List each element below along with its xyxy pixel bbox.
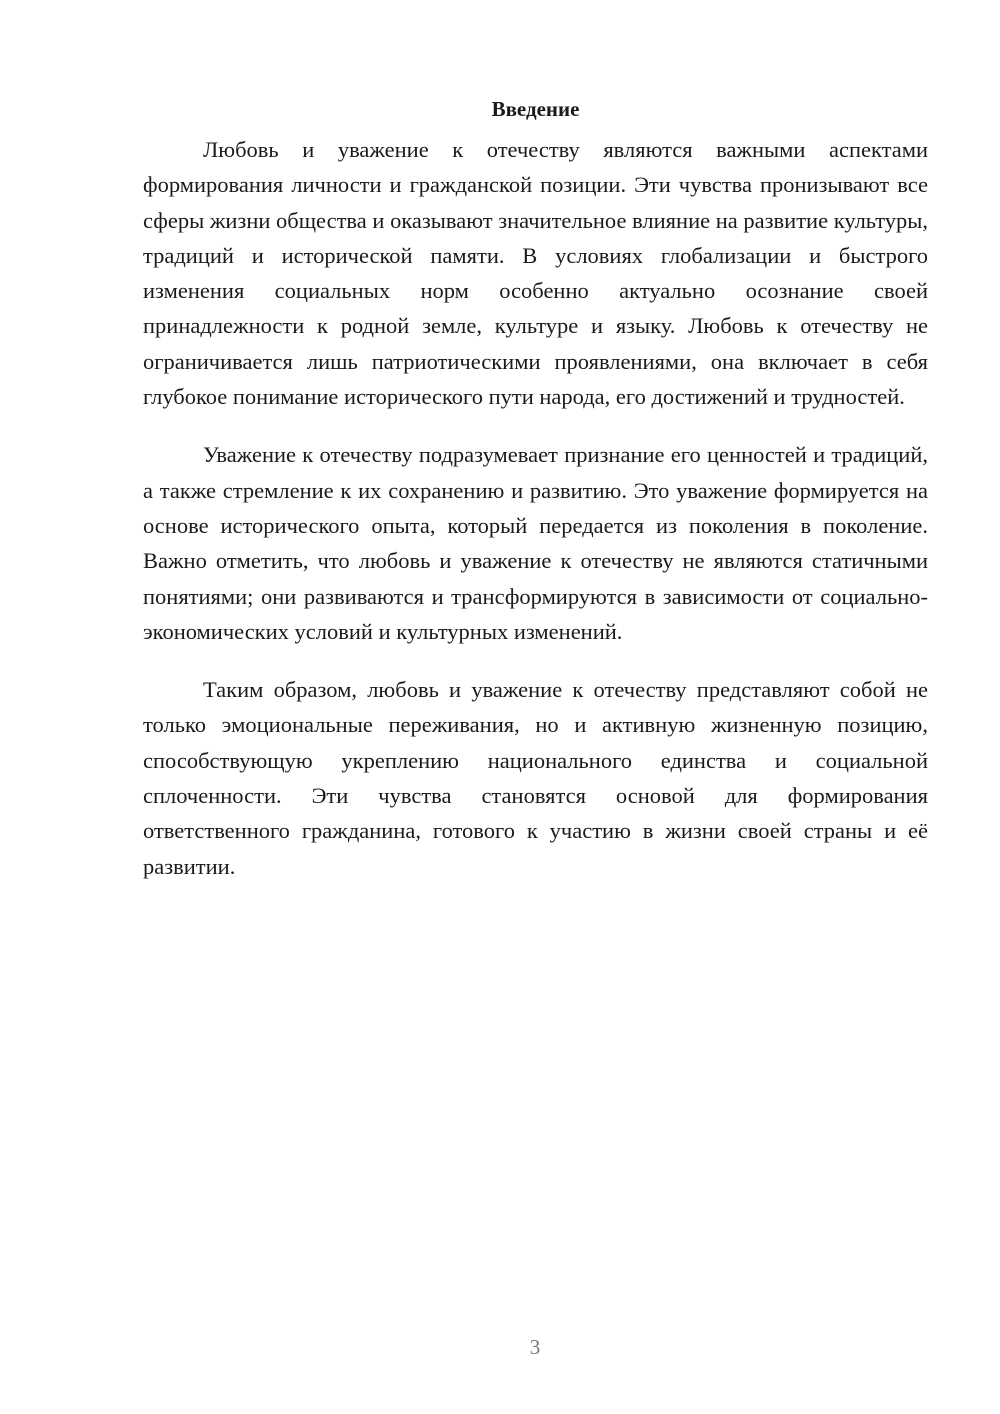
paragraph-3: Таким образом, любовь и уважение к отечеству представляют собой не только эмоциональные переживания, но и активную жизненную позицию, способствующую укреплению национального единства и социальной сплоченности. Эти чувства становятся основой для формирования ответственного гражданина, готового к участию в жизни своей страны и её развитии.	[143, 677, 928, 879]
section-title: Введение	[491, 97, 580, 121]
page-number: 3	[529, 1335, 541, 1359]
paragraph-1: Любовь и уважение к отечеству являются важными аспектами формирования личности и гражданской позиции. Эти чувства пронизывают все сферы жизни общества и оказывают значительное влияние на развитие культуры, традиций и исторической памяти. В условиях глобализации и быстрого изменения социальных норм особенно актуально осознание своей принадлежности к родной земле, культуре и языку. Любовь к отечеству не ограничивается лишь патриотическими проявлениями, она включает в себя глубокое понимание исторического пути народа, его достижений и трудностей.	[143, 137, 928, 410]
page-content	[143, 92, 928, 907]
paragraph-2: Уважение к отечеству подразумевает признание его ценностей и традиций, а также стремление к их сохранению и развитию. Это уважение формируется на основе исторического опыта, который передается из поколения в поколение. Важно отметить, что любовь и уважение к отечеству не являются статичными понятиями; они развиваются и трансформируются в зависимости от социально-экономических условий и культурных изменений.	[143, 442, 928, 644]
